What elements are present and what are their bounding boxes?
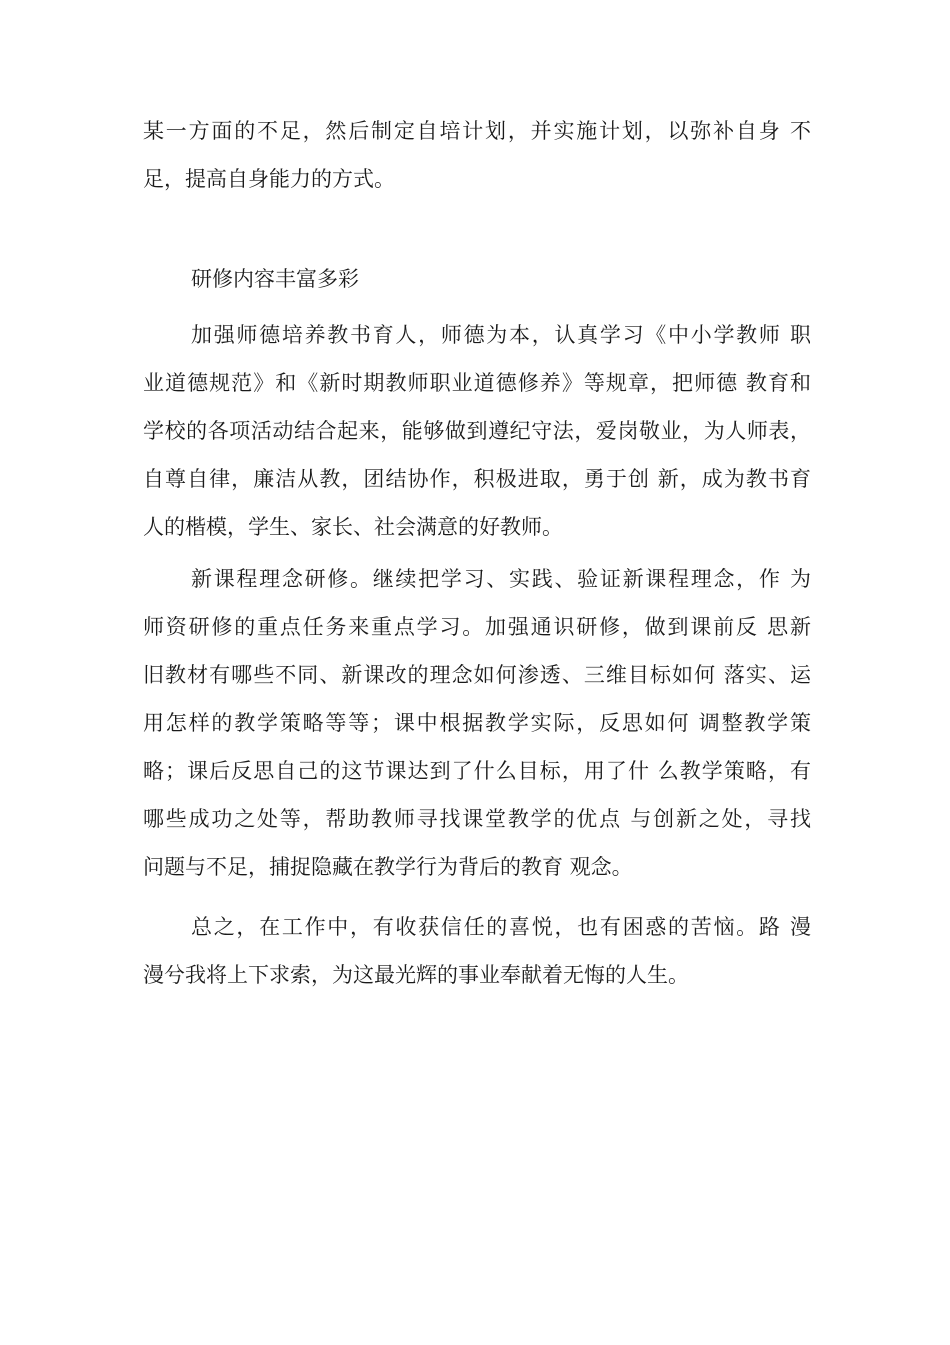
paragraph-line: 略；课后反思自己的这节课达到了什么目标，用了什 么教学策略，有	[143, 759, 811, 783]
paragraph-line: 足，提高自身能力的方式。	[143, 167, 395, 191]
paragraph-line: 总之，在工作中，有收获信任的喜悦，也有困惑的苦恼。路 漫	[191, 915, 811, 939]
paragraph-line: 加强师德培养教书育人，师德为本，认真学习《中小学教师 职	[191, 323, 811, 347]
paragraph-line: 用怎样的教学策略等等；课中根据教学实际，反思如何 调整教学策	[143, 711, 811, 735]
paragraph-line: 人的楷模，学生、家长、社会满意的好教师。	[143, 515, 563, 539]
paragraph-line: 自尊自律，廉洁从教，团结协作，积极进取，勇于创 新，成为教书育	[143, 467, 811, 491]
paragraph-intro	[143, 107, 811, 203]
paragraph-conclusion	[143, 903, 811, 999]
paragraph-ethics	[143, 311, 811, 551]
section-heading: 研修内容丰富多彩	[191, 267, 359, 291]
paragraph-line: 旧教材有哪些不同、新课改的理念如何渗透、三维目标如何 落实、运	[143, 663, 811, 687]
paragraph-line: 哪些成功之处等，帮助教师寻找课堂教学的优点 与创新之处，寻找	[143, 807, 811, 831]
paragraph-line: 漫兮我将上下求索，为这最光辉的事业奉献着无悔的人生。	[143, 963, 689, 987]
paragraph-curriculum	[143, 555, 811, 891]
paragraph-line: 业道德规范》和《新时期教师职业道德修养》等规章，把师德 教育和	[143, 371, 811, 395]
paragraph-line: 师资研修的重点任务来重点学习。加强通识研修，做到课前反 思新	[143, 615, 811, 639]
paragraph-line: 新课程理念研修。继续把学习、实践、验证新课程理念，作 为	[191, 567, 811, 591]
paragraph-line: 学校的各项活动结合起来，能够做到遵纪守法，爱岗敬业，为人师表，	[143, 419, 811, 443]
section-heading-block	[143, 255, 811, 303]
paragraph-line: 某一方面的不足，然后制定自培计划，并实施计划，以弥补自身 不	[143, 119, 811, 143]
paragraph-line: 问题与不足，捕捉隐藏在教学行为背后的教育 观念。	[143, 855, 633, 879]
